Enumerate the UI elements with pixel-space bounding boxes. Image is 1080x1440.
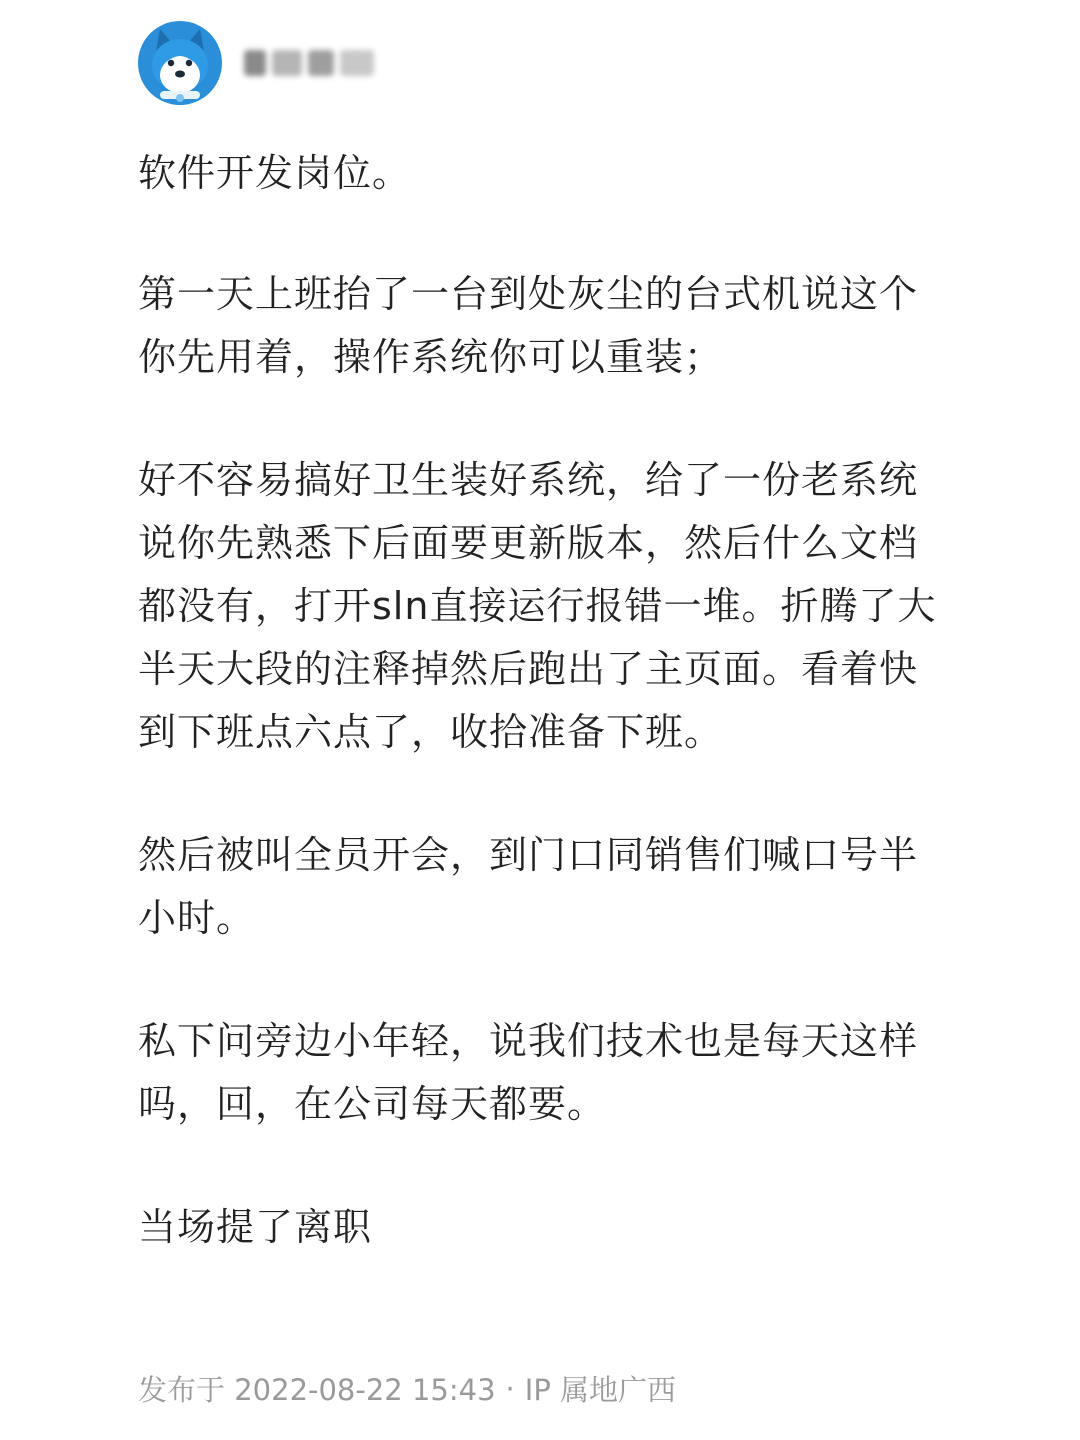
post-paragraph: 软件开发岗位。: [138, 151, 412, 195]
author-username-blurred[interactable]: [244, 50, 374, 76]
post-paragraph: 然后被叫全员开会，到门口同销售们喊口号半小时。: [138, 833, 919, 940]
username-blur-block: [272, 50, 302, 76]
ip-location: IP 属地广西: [524, 1373, 677, 1407]
username-blur-block: [308, 50, 334, 76]
post-body: [138, 142, 938, 1319]
username-blur-block: [244, 50, 266, 76]
post-meta: [138, 1368, 676, 1409]
username-blur-block: [340, 50, 374, 76]
post-header: [138, 20, 374, 106]
post-paragraph: 当场提了离职: [138, 1205, 373, 1249]
post-paragraph: 私下问旁边小年轻，说我们技术也是每天这样吗，回，在公司每天都要。: [138, 1019, 919, 1126]
husky-dog-avatar-icon: [138, 21, 222, 105]
author-avatar[interactable]: [138, 21, 222, 105]
post-paragraph: 好不容易搞好卫生装好系统，给了一份老系统说你先熟悉下后面要更新版本，然后什么文档都没有，打开sln直接运行报错一堆。折腾了大半天大段的注释掉然后跑出了主页面。看着快到下班点六点了，收拾准备下班。: [138, 458, 937, 754]
publish-time: 发布于 2022-08-22 15:43: [138, 1373, 496, 1407]
meta-separator: ·: [505, 1371, 515, 1406]
post-paragraph: 第一天上班抬了一台到处灰尘的台式机说这个你先用着，操作系统你可以重装；: [138, 272, 919, 379]
